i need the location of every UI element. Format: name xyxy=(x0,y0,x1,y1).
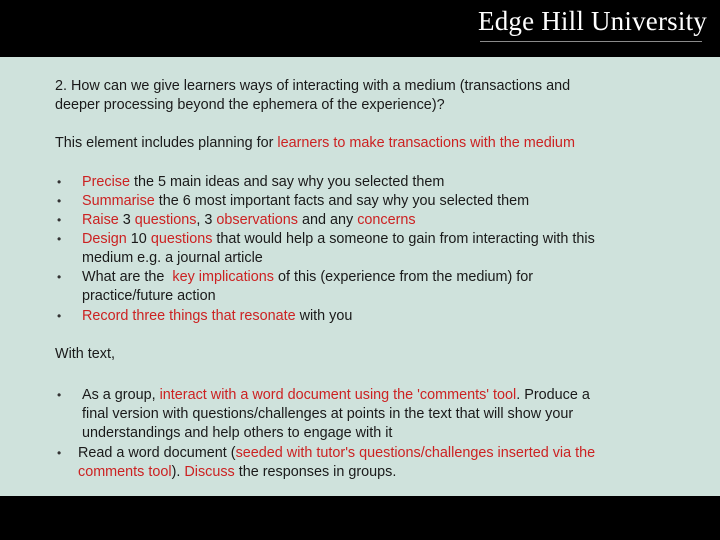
bullet-text: that would help a someone to gain from interacting with this xyxy=(212,231,595,247)
university-logo: Edge Hill University xyxy=(478,6,707,36)
intro-line xyxy=(55,134,575,153)
bullet-dot: • xyxy=(57,270,62,284)
bullet-text: ). xyxy=(171,464,185,480)
bullet-text: As a group, xyxy=(82,387,160,403)
header-bar xyxy=(0,0,720,57)
footer-bar xyxy=(0,496,720,540)
bullet-red: comments tool xyxy=(78,464,172,480)
bullet-red: Summarise xyxy=(82,193,155,209)
bullet-dot: • xyxy=(57,175,62,189)
bullet-text: the responses in groups. xyxy=(234,464,397,480)
bullet-red: Discuss xyxy=(184,464,235,480)
bullet-red: observations xyxy=(216,212,299,228)
bullet-text: , 3 xyxy=(196,212,217,228)
bullet-summarise xyxy=(82,192,529,211)
bullet-red: questions xyxy=(134,212,197,228)
bullet-text: . Produce a xyxy=(516,387,590,403)
bullet-dot: • xyxy=(57,194,62,208)
bullet-design-line-2: medium e.g. a journal article xyxy=(82,250,263,266)
bullet-red: key implications xyxy=(172,269,274,285)
bullet-text: the 6 most important facts and say why you selected them xyxy=(154,193,530,209)
bullet-text: 10 xyxy=(126,231,151,247)
bullet-raise xyxy=(82,211,416,230)
logo-underline xyxy=(480,41,702,42)
bullet-red: interact with a word document using the 'comments' tool xyxy=(159,387,517,403)
bullet-dot: • xyxy=(57,232,62,246)
bullet-text: of this (experience from the medium) for xyxy=(273,269,534,285)
bullet-dot: • xyxy=(57,388,62,402)
bullet-implications xyxy=(82,268,533,287)
bullet-dot: • xyxy=(57,213,62,227)
bullet-dot: • xyxy=(57,309,62,323)
bullet-red: Raise xyxy=(82,212,119,228)
bullet-red: Precise xyxy=(82,174,130,190)
bullet-implications-line-2: practice/future action xyxy=(82,288,216,304)
bullet-text: What are the xyxy=(82,269,173,285)
bullet-red: Record three things that resonate xyxy=(82,308,296,324)
question-line-2: deeper processing beyond the ephemera of the experience)? xyxy=(55,97,445,113)
bullet-red: Design xyxy=(82,231,127,247)
text-bullet-read xyxy=(78,444,595,463)
text-bullet-group-line-3: understandings and help others to engage with it xyxy=(82,425,393,441)
intro-plain: This element includes planning for xyxy=(55,135,278,151)
text-bullet-read-line-2 xyxy=(78,463,396,482)
bullet-text: the 5 main ideas and say why you selected them xyxy=(130,174,445,190)
text-bullet-group-line-2: final version with questions/challenges at points in the text that will show your xyxy=(82,406,574,422)
bullet-text: Read a word document ( xyxy=(78,445,236,461)
intro-red: learners to make transactions with the medium xyxy=(277,135,575,151)
bullet-dot: • xyxy=(57,446,62,460)
text-bullet-group xyxy=(82,386,590,405)
bullet-precise xyxy=(82,173,444,192)
question-line-1: 2. How can we give learners ways of interacting with a medium (transactions and xyxy=(55,78,571,94)
bullet-red: seeded with tutor's questions/challenges inserted via the xyxy=(235,445,596,461)
bullet-design xyxy=(82,230,595,249)
bullet-text: with you xyxy=(295,308,353,324)
bullet-text: 3 xyxy=(118,212,135,228)
bullet-red: questions xyxy=(150,231,213,247)
bullet-record xyxy=(82,307,352,326)
bullet-text: and any xyxy=(298,212,358,228)
bullet-red: concerns xyxy=(357,212,416,228)
with-text-heading: With text, xyxy=(55,346,115,362)
